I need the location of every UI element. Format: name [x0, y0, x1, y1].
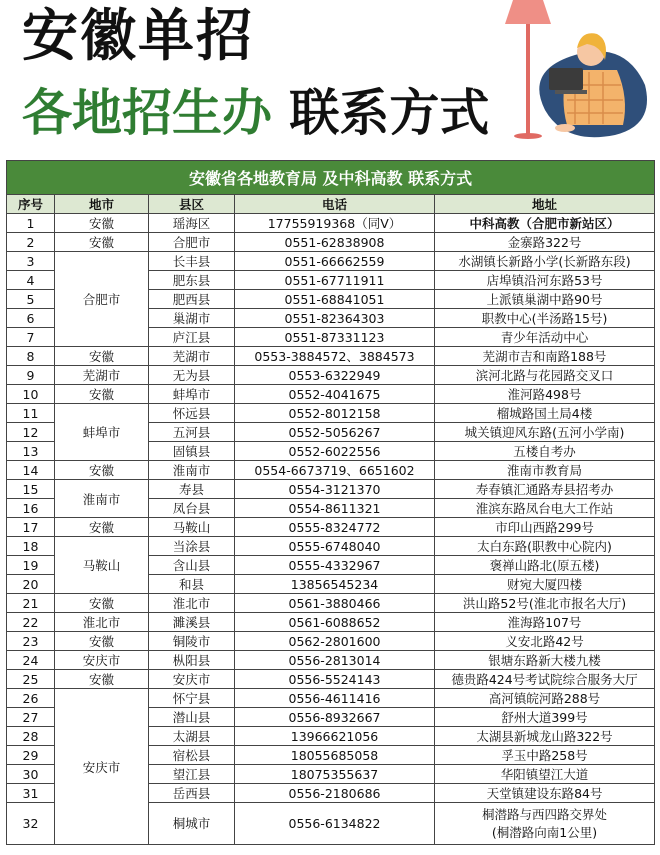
cell-no: 19 [7, 556, 55, 575]
cell-address: 中科高教（合肥市新站区） [435, 214, 655, 233]
cell-no: 17 [7, 518, 55, 537]
cell-address: 店埠镇沿河东路53号 [435, 271, 655, 290]
cell-phone: 17755919368（同V） [235, 214, 435, 233]
cell-phone: 0556-2180686 [235, 784, 435, 803]
cell-city: 安徽 [55, 518, 149, 537]
cell-address: 水湖镇长新路小学(长新路东段) [435, 252, 655, 271]
cell-city: 淮北市 [55, 613, 149, 632]
table-row [7, 385, 655, 404]
table-row [7, 537, 655, 556]
cell-city: 安徽 [55, 461, 149, 480]
table-row [7, 518, 655, 537]
cell-county: 含山县 [149, 556, 235, 575]
cell-county: 凤台县 [149, 499, 235, 518]
cell-address: 淮南市教育局 [435, 461, 655, 480]
cell-city: 芜湖市 [55, 366, 149, 385]
table-row [7, 404, 655, 423]
cell-phone: 0555-6748040 [235, 537, 435, 556]
cell-no: 9 [7, 366, 55, 385]
girl-with-laptop-illustration [505, 0, 655, 150]
cell-phone: 0553-3884572、3884573 [235, 347, 435, 366]
cell-address: 舒州大道399号 [435, 708, 655, 727]
cell-address: 义安北路42号 [435, 632, 655, 651]
cell-phone: 0554-8611321 [235, 499, 435, 518]
subtitle-black: 联系方式 [289, 84, 490, 142]
cell-address: 青少年活动中心 [435, 328, 655, 347]
cell-address: 褒禅山路北(原五楼) [435, 556, 655, 575]
cell-no: 14 [7, 461, 55, 480]
col-header-county: 县区 [149, 195, 235, 214]
cell-no: 6 [7, 309, 55, 328]
cell-phone: 0561-6088652 [235, 613, 435, 632]
cell-no: 24 [7, 651, 55, 670]
cell-address: 城关镇迎风东路(五河小学南) [435, 423, 655, 442]
cell-phone: 0553-6322949 [235, 366, 435, 385]
cell-phone: 0554-3121370 [235, 480, 435, 499]
cell-phone: 0556-4611416 [235, 689, 435, 708]
cell-phone: 0555-4332967 [235, 556, 435, 575]
cell-address: 芜湖市吉和南路188号 [435, 347, 655, 366]
cell-phone: 13856545234 [235, 575, 435, 594]
cell-address: 寿春镇汇通路寿县招考办 [435, 480, 655, 499]
table-row [7, 613, 655, 632]
cell-county: 宿松县 [149, 746, 235, 765]
cell-address: 孚玉中路258号 [435, 746, 655, 765]
table-row [7, 594, 655, 613]
cell-county: 望江县 [149, 765, 235, 784]
col-header-address: 地址 [435, 195, 655, 214]
cell-county: 无为县 [149, 366, 235, 385]
cell-phone: 0551-62838908 [235, 233, 435, 252]
cell-phone: 0562-2801600 [235, 632, 435, 651]
col-header-phone: 电话 [235, 195, 435, 214]
cell-county: 怀远县 [149, 404, 235, 423]
cell-city: 安徽 [55, 670, 149, 689]
cell-phone: 0551-67711911 [235, 271, 435, 290]
cell-address: 太白东路(职教中心院内) [435, 537, 655, 556]
cell-phone: 18075355637 [235, 765, 435, 784]
table-row [7, 670, 655, 689]
cell-county: 岳西县 [149, 784, 235, 803]
cell-address: 洪山路52号(淮北市报名大厅) [435, 594, 655, 613]
cell-no: 2 [7, 233, 55, 252]
cell-county: 濉溪县 [149, 613, 235, 632]
col-header-no: 序号 [7, 195, 55, 214]
cell-county: 当涂县 [149, 537, 235, 556]
cell-no: 10 [7, 385, 55, 404]
cell-phone: 0551-82364303 [235, 309, 435, 328]
page-subtitle [22, 82, 489, 144]
cell-address: 五楼自考办 [435, 442, 655, 461]
cell-city: 安庆市 [55, 689, 149, 845]
cell-no: 20 [7, 575, 55, 594]
cell-county: 巢湖市 [149, 309, 235, 328]
cell-county: 淮南市 [149, 461, 235, 480]
cell-phone: 0556-2813014 [235, 651, 435, 670]
cell-city: 蚌埠市 [55, 404, 149, 461]
cell-address: 天堂镇建设东路84号 [435, 784, 655, 803]
cell-county: 瑶海区 [149, 214, 235, 233]
cell-phone: 0552-8012158 [235, 404, 435, 423]
cell-no: 1 [7, 214, 55, 233]
cell-city: 马鞍山 [55, 537, 149, 594]
cell-no: 32 [7, 803, 55, 845]
table-row [7, 480, 655, 499]
cell-county: 太湖县 [149, 727, 235, 746]
cell-phone: 0551-68841051 [235, 290, 435, 309]
table-row [7, 252, 655, 271]
cell-no: 3 [7, 252, 55, 271]
cell-county: 五河县 [149, 423, 235, 442]
table-row [7, 366, 655, 385]
cell-address: 职教中心(半汤路15号) [435, 309, 655, 328]
table-row [7, 347, 655, 366]
cell-no: 13 [7, 442, 55, 461]
page-title: 安徽单招 [22, 4, 254, 69]
cell-no: 8 [7, 347, 55, 366]
table-row [7, 461, 655, 480]
cell-address: 高河镇皖河路288号 [435, 689, 655, 708]
cell-city: 合肥市 [55, 252, 149, 347]
cell-phone: 0561-3880466 [235, 594, 435, 613]
cell-county: 和县 [149, 575, 235, 594]
cell-county: 长丰县 [149, 252, 235, 271]
cell-phone: 0556-8932667 [235, 708, 435, 727]
cell-no: 21 [7, 594, 55, 613]
cell-city: 淮南市 [55, 480, 149, 518]
cell-address: 淮海路107号 [435, 613, 655, 632]
cell-address: 财宛大厦四楼 [435, 575, 655, 594]
cell-no: 26 [7, 689, 55, 708]
cell-phone: 18055685058 [235, 746, 435, 765]
cell-no: 4 [7, 271, 55, 290]
cell-phone: 0555-8324772 [235, 518, 435, 537]
table-row [7, 689, 655, 708]
table-row [7, 651, 655, 670]
table-row [7, 214, 655, 233]
cell-address: 华阳镇望江大道 [435, 765, 655, 784]
cell-city: 安庆市 [55, 651, 149, 670]
cell-no: 30 [7, 765, 55, 784]
cell-county: 安庆市 [149, 670, 235, 689]
contact-table [6, 160, 655, 845]
cell-city: 安徽 [55, 385, 149, 404]
cell-county: 淮北市 [149, 594, 235, 613]
cell-phone: 13966621056 [235, 727, 435, 746]
cell-address: 德贵路424号考试院综合服务大厅 [435, 670, 655, 689]
cell-no: 5 [7, 290, 55, 309]
cell-address: 太湖县新城龙山路322号 [435, 727, 655, 746]
cell-county: 马鞍山 [149, 518, 235, 537]
cell-county: 蚌埠市 [149, 385, 235, 404]
cell-no: 29 [7, 746, 55, 765]
cell-county: 怀宁县 [149, 689, 235, 708]
cell-no: 22 [7, 613, 55, 632]
cell-no: 16 [7, 499, 55, 518]
cell-county: 枞阳县 [149, 651, 235, 670]
cell-city: 安徽 [55, 347, 149, 366]
cell-no: 25 [7, 670, 55, 689]
cell-phone: 0556-6134822 [235, 803, 435, 845]
cell-address: 上派镇巢湖中路90号 [435, 290, 655, 309]
cell-no: 28 [7, 727, 55, 746]
cell-phone: 0554-6673719、6651602 [235, 461, 435, 480]
cell-county: 芜湖市 [149, 347, 235, 366]
cell-no: 23 [7, 632, 55, 651]
table-row [7, 233, 655, 252]
cell-county: 庐江县 [149, 328, 235, 347]
cell-county: 合肥市 [149, 233, 235, 252]
cell-city: 安徽 [55, 632, 149, 651]
cell-address: 淮滨东路凤台电大工作站 [435, 499, 655, 518]
cell-phone: 0551-87331123 [235, 328, 435, 347]
cell-address: 市印山西路299号 [435, 518, 655, 537]
cell-no: 18 [7, 537, 55, 556]
cell-address: 滨河北路与花园路交叉口 [435, 366, 655, 385]
cell-county: 固镇县 [149, 442, 235, 461]
cell-address: 银塘东路新大楼九楼 [435, 651, 655, 670]
cell-city: 安徽 [55, 233, 149, 252]
cell-address: 金寨路322号 [435, 233, 655, 252]
cell-phone: 0551-66662559 [235, 252, 435, 271]
cell-address: 淮河路498号 [435, 385, 655, 404]
cell-phone: 0556-5524143 [235, 670, 435, 689]
cell-county: 潜山县 [149, 708, 235, 727]
cell-no: 7 [7, 328, 55, 347]
cell-county: 寿县 [149, 480, 235, 499]
cell-no: 31 [7, 784, 55, 803]
cell-county: 桐城市 [149, 803, 235, 845]
address-line-1: 桐潜路与西四路交界处 [482, 806, 608, 822]
cell-county: 肥东县 [149, 271, 235, 290]
cell-city: 安徽 [55, 214, 149, 233]
cell-city: 安徽 [55, 594, 149, 613]
cell-no: 15 [7, 480, 55, 499]
col-header-city: 地市 [55, 195, 149, 214]
cell-no: 12 [7, 423, 55, 442]
cell-county: 肥西县 [149, 290, 235, 309]
cell-phone: 0552-4041675 [235, 385, 435, 404]
cell-no: 11 [7, 404, 55, 423]
cell-phone: 0552-6022556 [235, 442, 435, 461]
cell-address [435, 803, 655, 845]
cell-county: 铜陵市 [149, 632, 235, 651]
cell-phone: 0552-5056267 [235, 423, 435, 442]
table-row [7, 632, 655, 651]
subtitle-green: 各地招生办 [22, 84, 272, 142]
address-line-2: (桐潜路向南1公里) [491, 824, 598, 840]
table-caption: 安徽省各地教育局 及中科高教 联系方式 [7, 161, 655, 195]
cell-address: 榴城路国土局4楼 [435, 404, 655, 423]
cell-no: 27 [7, 708, 55, 727]
